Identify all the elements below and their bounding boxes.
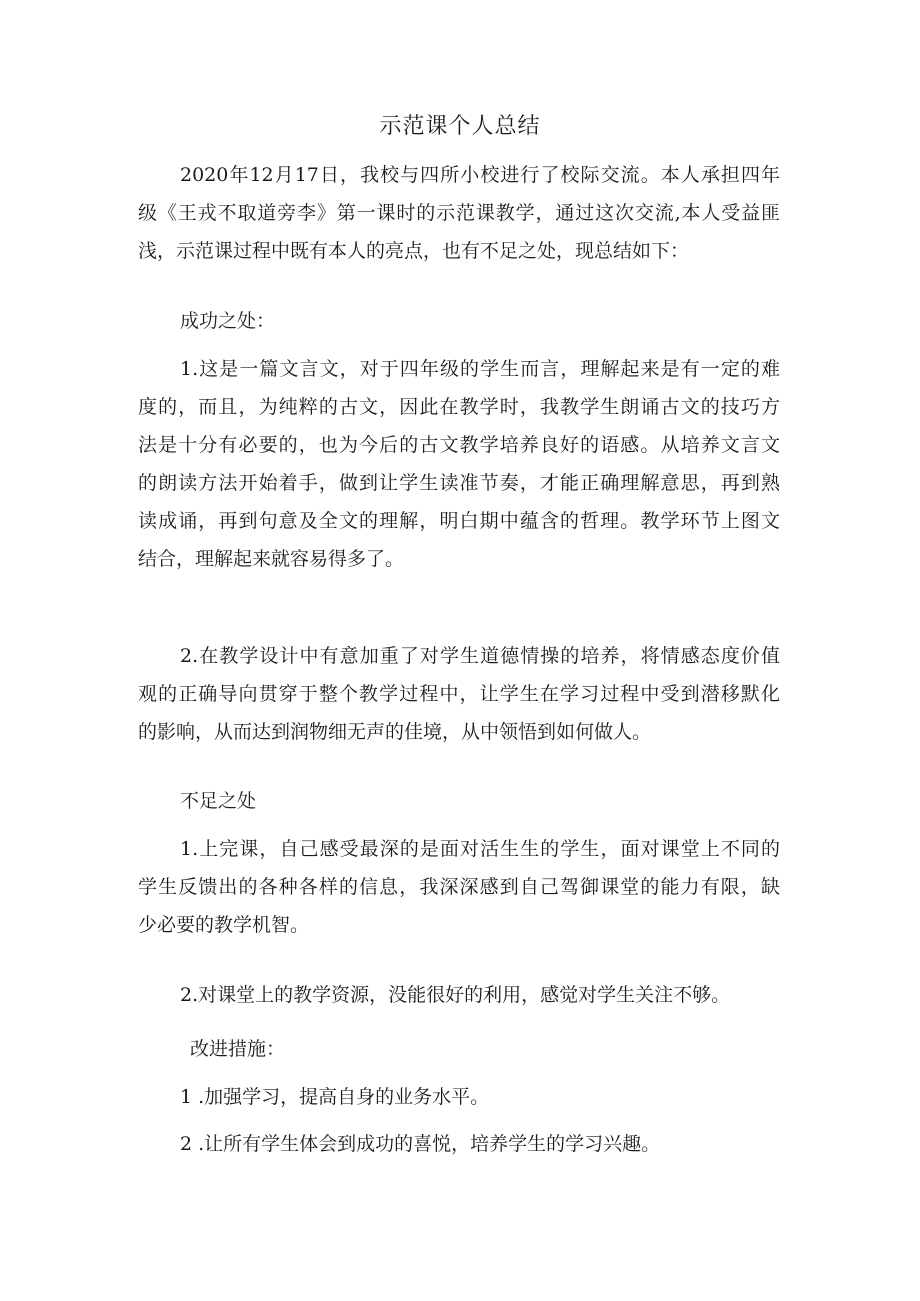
improve-heading: 改进措施： — [190, 1038, 286, 1060]
document-title: 示范课个人总结 — [379, 114, 541, 139]
success-item-2 — [138, 637, 780, 751]
shortcoming-item-1-line: 学生反馈出的各种各样的信息，我深深感到自己驾御课堂的能力有限，缺 — [138, 876, 780, 898]
shortcoming-item-1-line: 1.上完课，自己感受最深的是面对活生生的学生，面对课堂上不同的 — [180, 838, 780, 860]
intro-paragraph — [138, 156, 780, 270]
intro-line: 2020年12月17日，我校与四所小校进行了校际交流。本人承担四年 — [180, 164, 780, 186]
shortcoming-item-2 — [138, 976, 780, 1014]
shortcoming-item-1-line: 少必要的教学机智。 — [138, 914, 310, 936]
improve-item-2 — [138, 1125, 780, 1163]
improve-item-1-line: 1 .加强学习，提高自身的业务水平。 — [180, 1086, 490, 1108]
improve-item-2-line: 2 .让所有学生体会到成功的喜悦，培养学生的学习兴趣。 — [180, 1133, 661, 1155]
intro-line: 浅，示范课过程中既有本人的亮点，也有不足之处，现总结如下： — [138, 240, 690, 262]
success-item-1-line: 的朗读方法开始着手，做到让学生读准节奏，才能正确理解意思，再到熟 — [138, 472, 780, 494]
intro-line: 级《王戎不取道旁李》第一课时的示范课教学，通过这次交流,本人受益匪 — [138, 202, 780, 224]
success-item-1-line: 结合，理解起来就容易得多了。 — [138, 548, 405, 570]
success-heading: 成功之处： — [180, 310, 276, 332]
success-item-1-line: 1.这是一篇文言文，对于四年级的学生而言，理解起来是有一定的难 — [180, 358, 780, 380]
success-item-1-line: 读成诵，再到句意及全文的理解，明白期中蕴含的哲理。教学环节上图文 — [138, 510, 780, 532]
shortcoming-heading-block — [138, 782, 780, 820]
success-item-2-line: 2.在教学设计中有意加重了对学生道德情操的培养，将情感态度价值 — [180, 645, 780, 667]
shortcoming-item-2-line: 2.对课堂上的教学资源，没能很好的利用，感觉对学生关注不够。 — [180, 984, 731, 1006]
success-heading-block — [138, 302, 780, 340]
success-item-1-line: 法是十分有必要的，也为今后的古文教学培养良好的语感。从培养文言文 — [138, 434, 780, 456]
improve-heading-block — [138, 1030, 780, 1068]
shortcoming-heading: 不足之处 — [180, 790, 257, 812]
improve-item-1 — [138, 1078, 780, 1116]
success-item-1 — [138, 350, 780, 578]
success-item-1-line: 度的，而且，为纯粹的古文，因此在教学时，我教学生朗诵古文的技巧方 — [138, 396, 780, 418]
success-item-2-line: 观的正确导向贯穿于整个教学过程中，让学生在学习过程中受到潜移默化 — [138, 683, 780, 705]
success-item-2-line: 的影响，从而达到润物细无声的佳境，从中领悟到如何做人。 — [138, 721, 652, 743]
shortcoming-item-1 — [138, 830, 780, 944]
